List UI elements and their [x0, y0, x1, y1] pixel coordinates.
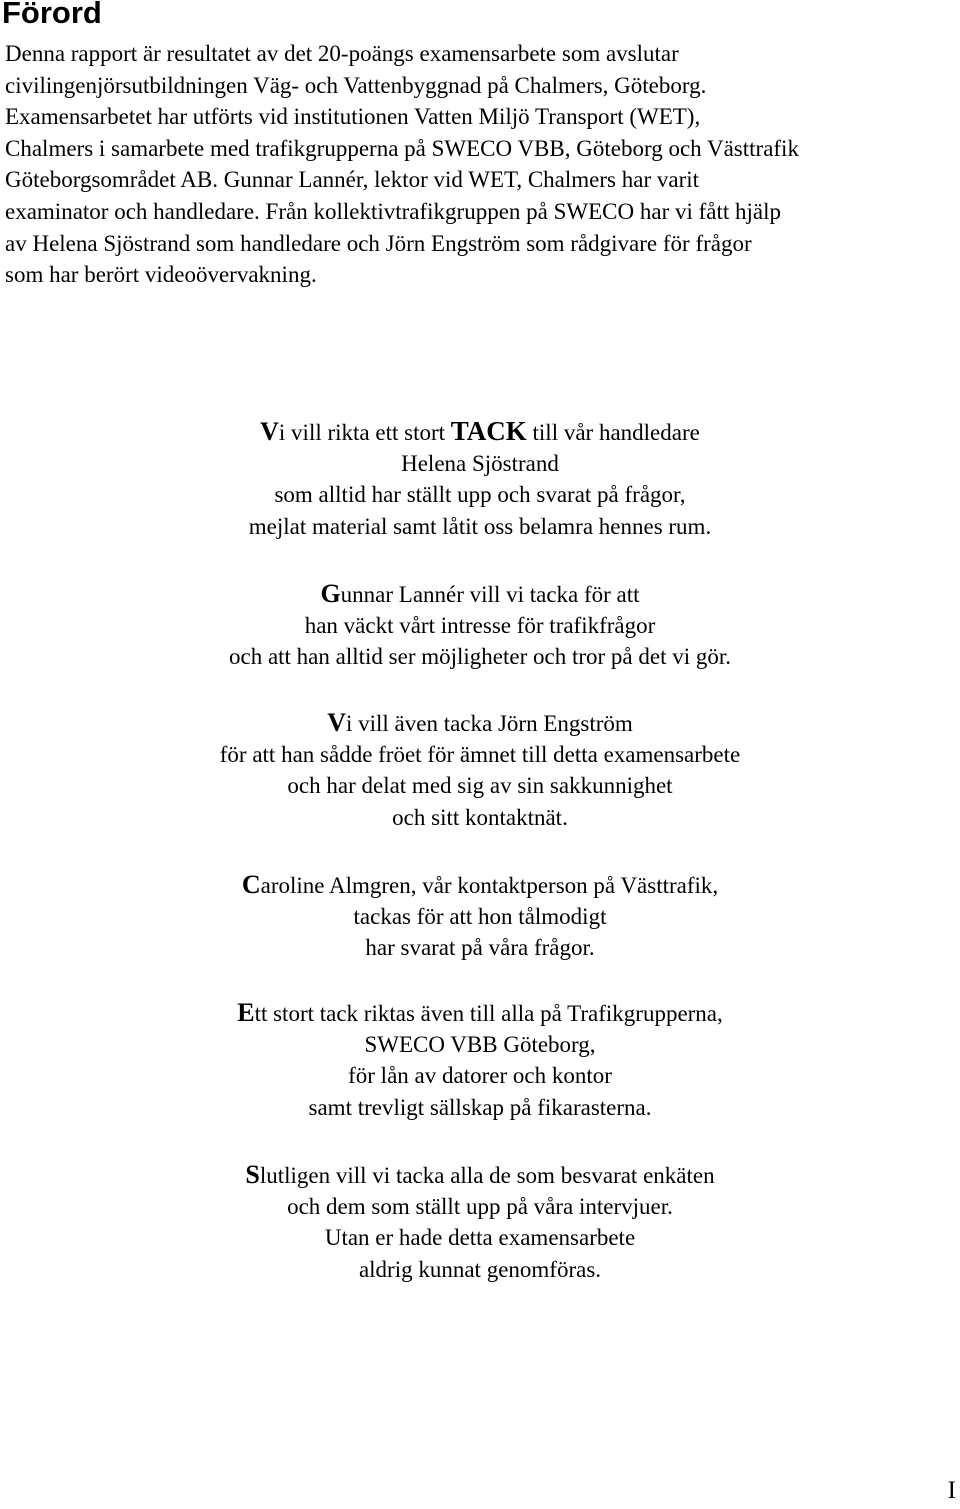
- drop-initial: G: [320, 579, 341, 608]
- ack-line: som alltid har ställt upp och svarat på frågor,: [274, 482, 686, 508]
- ack-first-line: [0, 1159, 960, 1191]
- page-number: I: [947, 1477, 956, 1504]
- tack-emphasis: TACK: [450, 416, 527, 446]
- text-line: Chalmers i samarbete med trafikgrupperna på SWECO VBB, Göteborg och Västtrafik: [5, 135, 799, 161]
- text-line: examinator och handledare. Från kollektivtrafikgruppen på SWECO har vi fått hjälp: [5, 198, 782, 224]
- ack-line: tackas för att hon tålmodigt: [353, 903, 607, 929]
- ack-line: och har delat med sig av sin sakkunnighet: [287, 773, 673, 799]
- drop-initial: V: [260, 417, 279, 446]
- ack-text: tt stort tack riktas även till alla på Trafikgrupperna,: [254, 1001, 723, 1026]
- acknowledgement-respondenter: [0, 1159, 960, 1285]
- ack-text: unnar Lannér vill vi tacka för att: [340, 582, 640, 607]
- ack-line: han väckt vårt intresse för trafikfrågor: [304, 612, 656, 638]
- text-line: Göteborgsområdet AB. Gunnar Lannér, lektor vid WET, Chalmers har varit: [5, 167, 700, 193]
- acknowledgement-trafikgrupperna: [0, 997, 960, 1123]
- drop-initial: C: [241, 870, 261, 899]
- ack-line: och sitt kontaktnät.: [392, 804, 568, 830]
- text-line: som har berört videoövervakning.: [5, 262, 317, 288]
- ack-line: och att han alltid ser möjligheter och tror på det vi gör.: [228, 644, 732, 670]
- acknowledgement-handledare: [0, 416, 960, 542]
- text-line: Denna rapport är resultatet av det 20-poängs examensarbete som avslutar: [5, 41, 679, 66]
- ack-first-line: [0, 578, 960, 610]
- ack-line: för lån av datorer och kontor: [348, 1063, 612, 1089]
- ack-text: till vår handledare: [526, 420, 700, 445]
- intro-paragraph: [5, 38, 799, 291]
- ack-line: och dem som ställt upp på våra intervjuer.: [287, 1193, 673, 1219]
- ack-line: för att han sådde fröet för ämnet till detta examensarbete: [219, 741, 741, 767]
- ack-first-line: [0, 869, 960, 901]
- drop-initial: S: [245, 1160, 260, 1189]
- ack-line: Utan er hade detta examensarbete: [324, 1225, 636, 1251]
- page-title: Förord: [2, 0, 102, 30]
- ack-line: Helena Sjöstrand: [401, 450, 559, 476]
- ack-line: aldrig kunnat genomföras.: [358, 1256, 602, 1282]
- ack-text: i vill rikta ett stort: [278, 420, 451, 445]
- ack-text: aroline Almgren, vår kontaktperson på Västtrafik,: [260, 873, 719, 898]
- ack-line: har svarat på våra frågor.: [365, 935, 595, 961]
- text-line: civilingenjörsutbildningen Väg- och Vattenbyggnad på Chalmers, Göteborg.: [5, 72, 707, 98]
- drop-initial: V: [327, 708, 346, 737]
- ack-text: lutligen vill vi tacka alla de som besvarat enkäten: [259, 1163, 715, 1188]
- ack-first-line: [0, 997, 960, 1029]
- text-line: Examensarbetet har utförts vid institutionen Vatten Miljö Transport (WET),: [5, 104, 701, 130]
- ack-line: SWECO VBB Göteborg,: [364, 1031, 596, 1057]
- acknowledgement-radgivare: [0, 707, 960, 833]
- ack-first-line: [0, 707, 960, 739]
- drop-initial: E: [237, 998, 255, 1027]
- ack-first-line: [0, 416, 960, 448]
- ack-line: mejlat material samt låtit oss belamra hennes rum.: [248, 513, 712, 539]
- acknowledgement-kontaktperson: [0, 869, 960, 964]
- acknowledgement-examinator: [0, 578, 960, 673]
- ack-text: i vill även tacka Jörn Engström: [345, 711, 633, 736]
- ack-line: samt trevligt sällskap på fikarasterna.: [308, 1094, 652, 1120]
- text-line: av Helena Sjöstrand som handledare och Jörn Engström som rådgivare för frågor: [5, 230, 752, 256]
